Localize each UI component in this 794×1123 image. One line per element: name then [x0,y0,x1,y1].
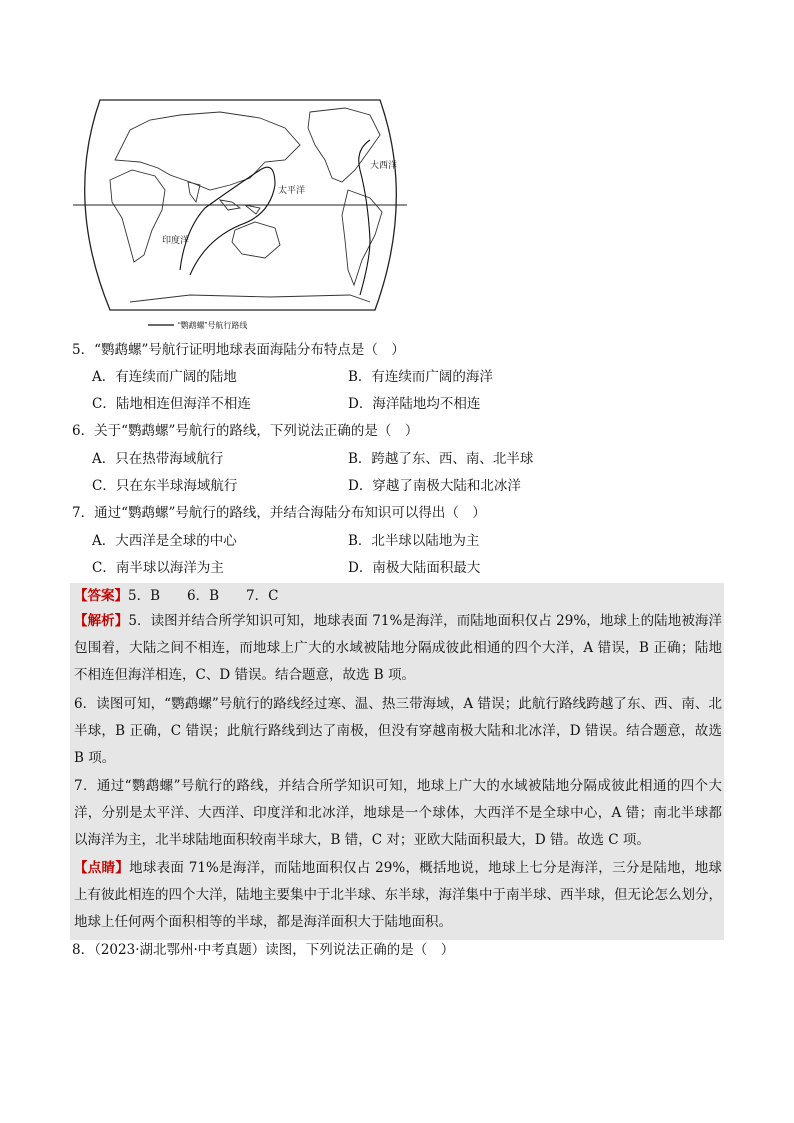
world-map-figure [70,90,410,330]
africa-landmass [110,170,165,262]
india-landmass [188,182,200,202]
answer-text: 5．B 6．B 7．C [128,588,279,604]
pacific-ocean-label: 太平洋 [278,185,306,195]
analysis-paragraph-7: 7．通过“鹦鹉螺”号航行的路线，并结合所学知识可知，地球上广大的水域被陆地分隔成彼此相通的四个大洋，分别是太平洋、大西洋、印度洋和北冰洋，地球是一个球体，大西洋不是全球中心，A 错；南北半球都以海洋为主，北半球陆地面积较南半球大，B 错，C 对；亚欧大陆面积最大，D 错。故选 C 项。 [74,778,722,848]
comment-text: 地球表面 71%是海洋，而陆地面积仅占 29%，概括地说，地球上七分是海洋，三分是陆地，地球上有彼此相连的四个大洋，陆地主要集中于北半球、东半球，海洋集中于南半球、西半球，但无论怎么划分，地球上任何两个面积相等的半球，都是海洋面积大于陆地面积。 [74,860,723,930]
question-5-option-c: C．陆地相连但海洋不相连 [92,396,251,412]
question-7-option-b: B．北半球以陆地为主 [348,533,480,549]
analysis-5-text: 5．读图并结合所学知识可知，地球表面 71%是海洋，而陆地面积仅占 29%，地球上的陆地被海洋包围着，大陆之间不相连，而地球上广大的水域被陆地分隔成彼此相通的四个大洋，A 错误，B 正确；陆地不相连但海洋相连，C、D 错误。结合题意，故选 B 项。 [74,613,723,683]
australia-landmass [232,222,280,258]
question-6-option-b: B．跨越了东、西、南、北半球 [348,451,534,467]
question-5-option-d: D．海洋陆地均不相连 [348,396,481,412]
comment-tag: 【点睛】 [74,860,130,876]
south-america-landmass [342,190,382,285]
answer-line [74,586,278,606]
question-6-option-a: A．只在热带海域航行 [92,451,224,467]
answer-tag: 【答案】 [74,588,128,604]
question-7-option-d: D．南极大陆面积最大 [348,560,481,576]
comment-paragraph [74,855,722,936]
indian-ocean-label: 印度洋 [162,235,190,245]
eurasia-landmass [115,112,300,190]
nautilus-route-line [180,140,370,295]
legend-label: “鹦鹉螺”号航行路线 [178,321,248,330]
atlantic-ocean-label: 大西洋 [370,160,398,170]
question-7-stem: 7．通过“鹦鹉螺”号航行的路线，并结合海陆分布知识可以得出（ ） [72,505,486,521]
question-6-stem: 6．关于“鹦鹉螺”号航行的路线，下列说法正确的是（ ） [72,423,419,439]
antarctica-landmass [130,295,370,302]
question-5-option-a: A．有连续而广阔的陆地 [92,369,237,385]
question-8-stem: 8．（2023·湖北鄂州·中考真题）读图，下列说法正确的是（ ） [72,942,455,958]
indonesia-landmass [220,200,260,214]
question-6-option-c: C．只在东半球海域航行 [92,478,238,494]
question-7-option-a: A．大西洋是全球的中心 [92,533,237,549]
question-5-stem: 5．“鹦鹉螺”号航行证明地球表面海陆分布特点是（ ） [72,342,405,358]
analysis-paragraph-5 [74,608,722,689]
question-6-option-d: D．穿越了南极大陆和北冰洋 [348,478,521,494]
question-5-option-b: B．有连续而广阔的海洋 [348,369,493,385]
north-america-landmass [308,108,380,182]
analysis-tag: 【解析】 [74,613,129,629]
question-7-option-c: C．南半球以海洋为主 [92,560,224,576]
analysis-paragraph-6: 6．读图可知，“鹦鹉螺”号航行的路线经过寒、温、热三带海域，A 错误；此航行路线跨越了东、西、南、北半球，B 正确，C 错误；此航行路线到达了南极，但没有穿越南极大陆和北冰洋，D 错误。结合题意，故选 B 项。 [74,696,722,766]
